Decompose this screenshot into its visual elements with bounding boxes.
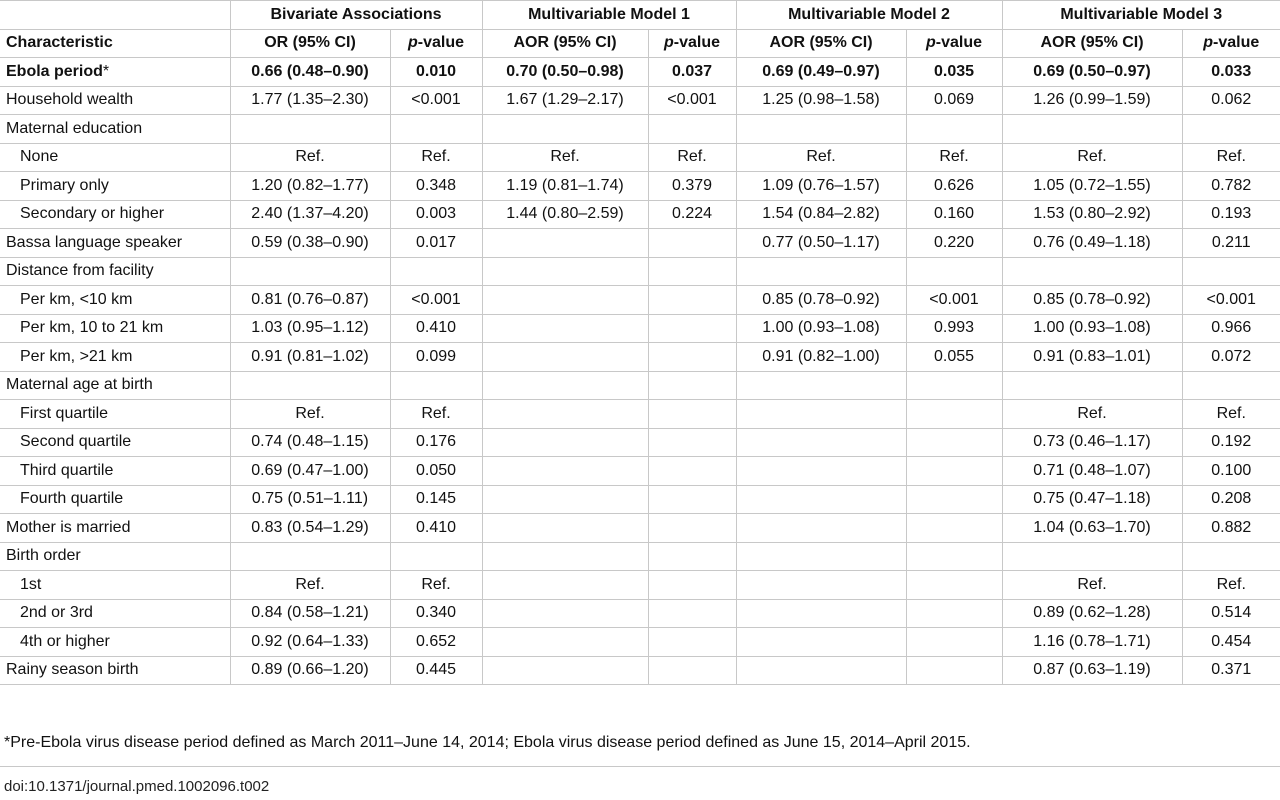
p-value-cell: [648, 656, 736, 685]
odds-ratio-cell: 0.81 (0.76–0.87): [230, 286, 390, 315]
odds-ratio-cell: 0.87 (0.63–1.19): [1002, 656, 1182, 685]
table-row: [0, 400, 1280, 429]
row-label: Per km, 10 to 21 km: [0, 314, 230, 343]
odds-ratio-cell: 1.03 (0.95–1.12): [230, 314, 390, 343]
p-value-cell: 0.410: [390, 514, 482, 543]
odds-ratio-cell: [736, 457, 906, 486]
doi-text: doi:10.1371/journal.pmed.1002096.t002: [4, 778, 270, 795]
odds-ratio-cell: [482, 542, 648, 571]
p-value-cell: <0.001: [390, 86, 482, 115]
p-value-cell: 0.100: [1182, 457, 1280, 486]
odds-ratio-cell: [482, 229, 648, 258]
odds-ratio-cell: 1.00 (0.93–1.08): [736, 314, 906, 343]
odds-ratio-cell: 0.92 (0.64–1.33): [230, 628, 390, 657]
odds-ratio-cell: [482, 257, 648, 286]
p-value-cell: [906, 457, 1002, 486]
odds-ratio-cell: [736, 400, 906, 429]
table-row: [0, 514, 1280, 543]
row-label: Mother is married: [0, 514, 230, 543]
row-label: 4th or higher: [0, 628, 230, 657]
header-aor: AOR (95% CI): [1002, 29, 1182, 58]
p-value-cell: <0.001: [390, 286, 482, 315]
p-value-cell: 0.224: [648, 200, 736, 229]
table-row: [0, 656, 1280, 685]
odds-ratio-cell: [1002, 371, 1182, 400]
table-row: [0, 86, 1280, 115]
odds-ratio-cell: 1.00 (0.93–1.08): [1002, 314, 1182, 343]
p-value-cell: [906, 628, 1002, 657]
p-value-cell: Ref.: [1182, 143, 1280, 172]
p-value-cell: Ref.: [906, 143, 1002, 172]
table-row: [0, 115, 1280, 144]
p-value-cell: [906, 400, 1002, 429]
table-row: [0, 542, 1280, 571]
table-row: [0, 143, 1280, 172]
odds-ratio-cell: [1002, 257, 1182, 286]
row-label: Second quartile: [0, 428, 230, 457]
table-row: [0, 58, 1280, 87]
p-value-cell: 0.017: [390, 229, 482, 258]
p-value-cell: Ref.: [1182, 571, 1280, 600]
odds-ratio-cell: 0.69 (0.47–1.00): [230, 457, 390, 486]
header-or: OR (95% CI): [230, 29, 390, 58]
row-label: Secondary or higher: [0, 200, 230, 229]
odds-ratio-cell: 0.73 (0.46–1.17): [1002, 428, 1182, 457]
p-value-cell: 0.145: [390, 485, 482, 514]
table-row: [0, 428, 1280, 457]
p-value-cell: [390, 257, 482, 286]
odds-ratio-cell: 0.89 (0.66–1.20): [230, 656, 390, 685]
p-value-cell: 0.993: [906, 314, 1002, 343]
odds-ratio-cell: 1.25 (0.98–1.58): [736, 86, 906, 115]
p-value-cell: [906, 571, 1002, 600]
row-label: Ebola period*: [0, 58, 230, 87]
row-label: Primary only: [0, 172, 230, 201]
odds-ratio-cell: 0.69 (0.50–0.97): [1002, 58, 1182, 87]
p-value-cell: [648, 428, 736, 457]
p-value-cell: [390, 115, 482, 144]
odds-ratio-cell: Ref.: [736, 143, 906, 172]
odds-ratio-cell: Ref.: [230, 143, 390, 172]
odds-ratio-cell: 0.85 (0.78–0.92): [736, 286, 906, 315]
odds-ratio-cell: [230, 115, 390, 144]
p-value-cell: 0.062: [1182, 86, 1280, 115]
p-value-cell: 0.069: [906, 86, 1002, 115]
group-header-model-1: Multivariable Model 1: [482, 1, 736, 30]
row-label: Bassa language speaker: [0, 229, 230, 258]
row-label: Fourth quartile: [0, 485, 230, 514]
p-value-cell: 0.348: [390, 172, 482, 201]
column-header-row: [0, 29, 1280, 58]
odds-ratio-cell: [736, 656, 906, 685]
row-label: 1st: [0, 571, 230, 600]
p-value-cell: 0.050: [390, 457, 482, 486]
odds-ratio-cell: [482, 628, 648, 657]
table-row: [0, 200, 1280, 229]
p-value-cell: 0.211: [1182, 229, 1280, 258]
p-value-cell: [906, 257, 1002, 286]
p-value-cell: Ref.: [648, 143, 736, 172]
odds-ratio-cell: [736, 115, 906, 144]
odds-ratio-cell: [736, 628, 906, 657]
p-value-cell: 0.037: [648, 58, 736, 87]
p-value-cell: [648, 229, 736, 258]
odds-ratio-cell: 0.89 (0.62–1.28): [1002, 599, 1182, 628]
odds-ratio-cell: [1002, 542, 1182, 571]
table-row: [0, 485, 1280, 514]
row-label: Maternal education: [0, 115, 230, 144]
p-value-cell: [906, 514, 1002, 543]
odds-ratio-cell: 1.54 (0.84–2.82): [736, 200, 906, 229]
p-value-cell: Ref.: [390, 143, 482, 172]
p-value-cell: <0.001: [648, 86, 736, 115]
row-label: Per km, >21 km: [0, 343, 230, 372]
odds-ratio-cell: [736, 514, 906, 543]
p-value-cell: [648, 542, 736, 571]
divider: [0, 766, 1280, 767]
p-value-cell: 0.379: [648, 172, 736, 201]
row-label: Per km, <10 km: [0, 286, 230, 315]
p-value-cell: <0.001: [906, 286, 1002, 315]
odds-ratio-cell: [482, 485, 648, 514]
p-value-cell: 0.055: [906, 343, 1002, 372]
odds-ratio-cell: 0.85 (0.78–0.92): [1002, 286, 1182, 315]
odds-ratio-cell: 0.91 (0.82–1.00): [736, 343, 906, 372]
p-value-cell: [906, 599, 1002, 628]
table-row: [0, 457, 1280, 486]
p-value-cell: [648, 457, 736, 486]
odds-ratio-cell: 0.77 (0.50–1.17): [736, 229, 906, 258]
row-label: None: [0, 143, 230, 172]
p-value-cell: [390, 542, 482, 571]
table-row: [0, 628, 1280, 657]
p-value-cell: 0.626: [906, 172, 1002, 201]
row-label: Household wealth: [0, 86, 230, 115]
odds-ratio-cell: [736, 257, 906, 286]
p-value-cell: 0.010: [390, 58, 482, 87]
odds-ratio-cell: 1.04 (0.63–1.70): [1002, 514, 1182, 543]
odds-ratio-cell: 0.83 (0.54–1.29): [230, 514, 390, 543]
table-row: [0, 571, 1280, 600]
p-value-cell: 0.208: [1182, 485, 1280, 514]
odds-ratio-cell: [482, 314, 648, 343]
group-header-empty: [0, 1, 230, 30]
odds-ratio-cell: [1002, 115, 1182, 144]
odds-ratio-cell: 1.19 (0.81–1.74): [482, 172, 648, 201]
odds-ratio-cell: Ref.: [482, 143, 648, 172]
p-value-cell: [648, 343, 736, 372]
p-value-cell: 0.882: [1182, 514, 1280, 543]
odds-ratio-cell: [482, 286, 648, 315]
p-value-cell: [648, 571, 736, 600]
odds-ratio-cell: 1.44 (0.80–2.59): [482, 200, 648, 229]
odds-ratio-cell: 2.40 (1.37–4.20): [230, 200, 390, 229]
p-value-cell: 0.514: [1182, 599, 1280, 628]
p-value-cell: Ref.: [390, 400, 482, 429]
footnote: *Pre-Ebola virus disease period defined as March 2011–June 14, 2014; Ebola virus disease period defined as June 15, 2014–April 2015.: [4, 734, 971, 751]
p-value-cell: [648, 314, 736, 343]
p-value-cell: [906, 656, 1002, 685]
table-body: [0, 58, 1280, 685]
odds-ratio-cell: [736, 428, 906, 457]
p-value-cell: 0.340: [390, 599, 482, 628]
p-value-cell: 0.966: [1182, 314, 1280, 343]
p-value-cell: Ref.: [1182, 400, 1280, 429]
odds-ratio-cell: [482, 371, 648, 400]
table-row: [0, 371, 1280, 400]
p-value-cell: [648, 599, 736, 628]
p-value-cell: [648, 286, 736, 315]
p-value-cell: [648, 628, 736, 657]
odds-ratio-cell: Ref.: [1002, 143, 1182, 172]
odds-ratio-cell: [736, 542, 906, 571]
odds-ratio-cell: 1.77 (1.35–2.30): [230, 86, 390, 115]
p-value-cell: 0.652: [390, 628, 482, 657]
table-row: [0, 314, 1280, 343]
odds-ratio-cell: 1.16 (0.78–1.71): [1002, 628, 1182, 657]
p-value-cell: [648, 257, 736, 286]
group-header-row: [0, 1, 1280, 30]
p-value-cell: [648, 485, 736, 514]
p-value-cell: 0.220: [906, 229, 1002, 258]
odds-ratio-cell: [736, 571, 906, 600]
row-label: Birth order: [0, 542, 230, 571]
header-characteristic: Characteristic: [0, 29, 230, 58]
p-value-cell: 0.033: [1182, 58, 1280, 87]
header-p-value: p-value: [906, 29, 1002, 58]
header-p-value: p-value: [1182, 29, 1280, 58]
p-value-cell: 0.192: [1182, 428, 1280, 457]
odds-ratio-cell: [230, 371, 390, 400]
odds-ratio-cell: [482, 400, 648, 429]
odds-ratio-cell: 0.59 (0.38–0.90): [230, 229, 390, 258]
p-value-cell: [648, 115, 736, 144]
odds-ratio-cell: 1.05 (0.72–1.55): [1002, 172, 1182, 201]
row-label: Distance from facility: [0, 257, 230, 286]
p-value-cell: [906, 542, 1002, 571]
odds-ratio-cell: 1.09 (0.76–1.57): [736, 172, 906, 201]
p-value-cell: [1182, 115, 1280, 144]
p-value-cell: 0.072: [1182, 343, 1280, 372]
odds-ratio-cell: 0.74 (0.48–1.15): [230, 428, 390, 457]
row-label: Rainy season birth: [0, 656, 230, 685]
odds-ratio-cell: Ref.: [1002, 400, 1182, 429]
p-value-cell: [906, 115, 1002, 144]
odds-ratio-cell: 1.20 (0.82–1.77): [230, 172, 390, 201]
odds-ratio-cell: [482, 599, 648, 628]
p-value-cell: Ref.: [390, 571, 482, 600]
p-value-cell: 0.160: [906, 200, 1002, 229]
row-label: First quartile: [0, 400, 230, 429]
p-value-cell: 0.003: [390, 200, 482, 229]
table-row: [0, 599, 1280, 628]
odds-ratio-cell: [482, 571, 648, 600]
p-value-cell: [906, 485, 1002, 514]
p-value-cell: [906, 371, 1002, 400]
p-value-cell: 0.193: [1182, 200, 1280, 229]
p-value-cell: [1182, 257, 1280, 286]
odds-ratio-cell: Ref.: [230, 571, 390, 600]
table-row: [0, 343, 1280, 372]
p-value-cell: 0.371: [1182, 656, 1280, 685]
p-value-cell: [906, 428, 1002, 457]
odds-ratio-cell: [736, 371, 906, 400]
table-row: [0, 229, 1280, 258]
group-header-model-2: Multivariable Model 2: [736, 1, 1002, 30]
odds-ratio-cell: 0.91 (0.83–1.01): [1002, 343, 1182, 372]
p-value-cell: 0.782: [1182, 172, 1280, 201]
odds-ratio-cell: 0.70 (0.50–0.98): [482, 58, 648, 87]
row-label: Maternal age at birth: [0, 371, 230, 400]
p-value-cell: 0.410: [390, 314, 482, 343]
footnote-marker: *: [102, 62, 110, 80]
odds-ratio-cell: [482, 428, 648, 457]
header-p-value: p-value: [648, 29, 736, 58]
p-value-cell: [648, 371, 736, 400]
odds-ratio-cell: [482, 514, 648, 543]
odds-ratio-cell: 0.91 (0.81–1.02): [230, 343, 390, 372]
odds-ratio-cell: 0.71 (0.48–1.07): [1002, 457, 1182, 486]
odds-ratio-cell: 0.66 (0.48–0.90): [230, 58, 390, 87]
odds-ratio-cell: [482, 343, 648, 372]
p-value-cell: 0.445: [390, 656, 482, 685]
p-value-cell: <0.001: [1182, 286, 1280, 315]
row-label: Third quartile: [0, 457, 230, 486]
p-value-cell: [648, 400, 736, 429]
odds-ratio-cell: 0.75 (0.51–1.11): [230, 485, 390, 514]
row-label: 2nd or 3rd: [0, 599, 230, 628]
odds-ratio-cell: 1.26 (0.99–1.59): [1002, 86, 1182, 115]
p-value-cell: 0.035: [906, 58, 1002, 87]
table-row: [0, 172, 1280, 201]
odds-ratio-cell: [736, 599, 906, 628]
odds-ratio-cell: 0.75 (0.47–1.18): [1002, 485, 1182, 514]
p-value-cell: [390, 371, 482, 400]
group-header-bivariate: Bivariate Associations: [230, 1, 482, 30]
odds-ratio-cell: Ref.: [230, 400, 390, 429]
group-header-model-3: Multivariable Model 3: [1002, 1, 1280, 30]
odds-ratio-cell: 0.69 (0.49–0.97): [736, 58, 906, 87]
odds-ratio-cell: [482, 457, 648, 486]
odds-ratio-cell: [482, 115, 648, 144]
header-p-value: p-value: [390, 29, 482, 58]
odds-ratio-cell: Ref.: [1002, 571, 1182, 600]
odds-ratio-cell: 0.84 (0.58–1.21): [230, 599, 390, 628]
odds-ratio-cell: 1.53 (0.80–2.92): [1002, 200, 1182, 229]
header-aor: AOR (95% CI): [736, 29, 906, 58]
odds-ratio-cell: [230, 542, 390, 571]
p-value-cell: 0.099: [390, 343, 482, 372]
odds-ratio-cell: [736, 485, 906, 514]
odds-ratio-cell: 1.67 (1.29–2.17): [482, 86, 648, 115]
odds-ratio-cell: 0.76 (0.49–1.18): [1002, 229, 1182, 258]
odds-ratio-cell: [482, 656, 648, 685]
p-value-cell: 0.454: [1182, 628, 1280, 657]
table-row: [0, 286, 1280, 315]
p-value-cell: [1182, 542, 1280, 571]
table-row: [0, 257, 1280, 286]
odds-ratio-cell: [230, 257, 390, 286]
header-aor: AOR (95% CI): [482, 29, 648, 58]
p-value-cell: [1182, 371, 1280, 400]
p-value-cell: [648, 514, 736, 543]
p-value-cell: 0.176: [390, 428, 482, 457]
